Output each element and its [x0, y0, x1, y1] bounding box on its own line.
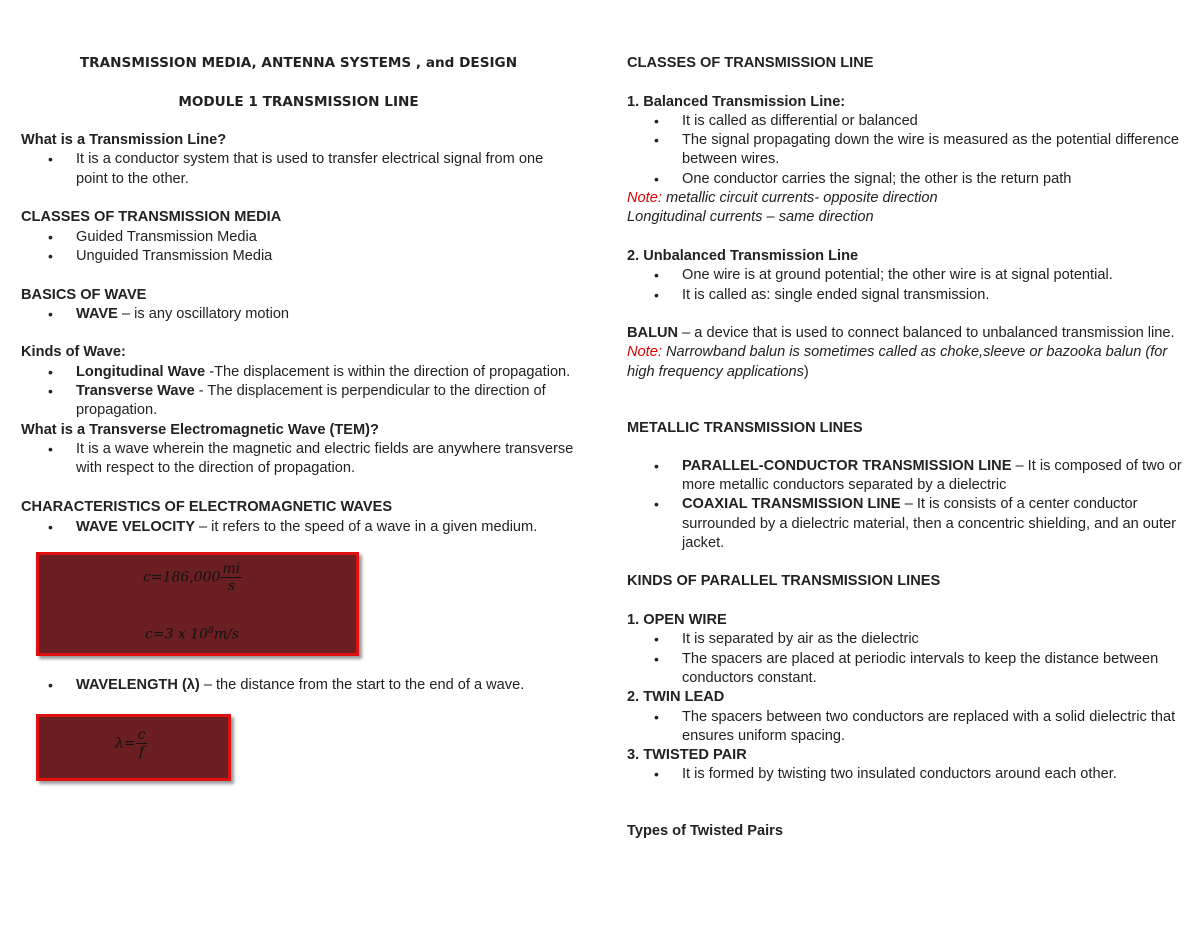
right-column [627, 54, 1187, 841]
section-heading: CHARACTERISTICS OF ELECTROMAGNETIC WAVES [21, 498, 393, 515]
section-heading: What is a Transverse Electromagnetic Wave (TEM)? [21, 421, 379, 438]
section-heading: Kinds of Wave: [21, 344, 126, 361]
bullet-list [627, 457, 1187, 553]
list-item [76, 675, 576, 696]
list-item: • One wire is at ground potential; the other wire is at signal potential. [682, 266, 1187, 285]
list-item [76, 517, 576, 538]
bullet-list [21, 675, 576, 696]
list-item: • It is separated by air as the dielectric [682, 630, 1187, 649]
bullet-list [627, 708, 1187, 747]
term: PARALLEL-CONDUCTOR TRANSMISSION LINE [682, 457, 1012, 474]
note: Note: Narrowband balun is sometimes called as choke,sleeve or bazooka balun (for high frequency applications) [627, 344, 1168, 380]
list-item: • It is called as differential or balanced [682, 112, 1187, 131]
formula-speed-meters: c=3 x $10^8m/s$ [145, 626, 240, 643]
term: WAVELENGTH (λ) [76, 677, 200, 694]
bullet-list [21, 363, 576, 421]
term: Transverse Wave [76, 383, 195, 400]
bullet-list [21, 305, 576, 324]
bullet-list [21, 440, 576, 479]
term: BALUN [627, 325, 679, 342]
definition: -The displacement is within the direction of propagation. [205, 363, 571, 380]
section-heading: CLASSES OF TRANSMISSION LINE [627, 55, 874, 71]
wavelength-formula-box [36, 714, 231, 781]
bullet-list [21, 228, 576, 267]
term: Longitudinal Wave [76, 363, 206, 380]
term: WAVE [76, 305, 118, 322]
subsection-heading: 1. Balanced Transmission Line: [627, 93, 846, 110]
definition: – the distance from the start to the end of a wave. [199, 677, 525, 694]
list-item [682, 457, 1187, 496]
definition: – It is composed of two or more metallic conductors separated by a dielectric [682, 457, 1182, 493]
balun-definition: BALUN – a device that is used to connect balanced to unbalanced transmission line. [627, 325, 1175, 342]
list-item: • It is a conductor system that is used to transfer electrical signal from one point to the other. [76, 150, 576, 189]
term: WAVE VELOCITY [76, 519, 195, 536]
bullet-list [627, 266, 1187, 305]
module-title: MODULE 1 TRANSMISSION LINE [178, 93, 419, 110]
term: COAXIAL TRANSMISSION LINE [682, 496, 901, 513]
list-item [682, 495, 1187, 553]
section-heading: KINDS OF PARALLEL TRANSMISSION LINES [627, 573, 941, 590]
note-continuation: Longitudinal currents – same direction [627, 209, 874, 226]
section-heading: BASICS OF WAVE [21, 286, 147, 303]
list-item: • It is a wave wherein the magnetic and electric fields are anywhere transverse with respect to the direction of propagation. [76, 440, 576, 479]
subsection-heading: 2. TWIN LEAD [627, 689, 725, 706]
left-column [21, 54, 576, 781]
list-item: • The spacers are placed at periodic intervals to keep the distance between conductors constant. [682, 650, 1187, 689]
bullet-list [627, 630, 1187, 688]
bullet-list [21, 517, 576, 538]
subsection-heading: 2. Unbalanced Transmission Line [627, 247, 859, 264]
section-heading: METALLIC TRANSMISSION LINES [627, 420, 863, 437]
formula-wavelength: λ= $\frac{c}{f}$ [115, 727, 146, 761]
definition: – is any oscillatory motion [117, 305, 290, 322]
definition: - The displacement is perpendicular to the direction of propagation. [76, 383, 546, 419]
subsection-heading: 1. OPEN WIRE [627, 612, 727, 629]
formula-speed-miles: c=186,000 $\frac{mi}{s}$ [143, 561, 241, 595]
definition: – It is consists of a center conductor surrounded by a dielectric material, then a concentric shielding, and an outer jacket. [682, 496, 1177, 551]
note: Note: metallic circuit currents- opposite direction [627, 190, 938, 207]
bullet-list [627, 765, 1187, 784]
definition: – it refers to the speed of a wave in a given medium. [194, 519, 538, 536]
list-item [76, 305, 576, 324]
list-item: • The signal propagating down the wire is measured as the potential difference between wires. [682, 131, 1187, 170]
subsection-heading: 3. TWISTED PAIR [627, 747, 747, 764]
bullet-list [627, 112, 1187, 189]
list-item: • One conductor carries the signal; the other is the return path [682, 170, 1187, 189]
list-item [76, 382, 576, 421]
section-heading: What is a Transmission Line? [21, 132, 227, 149]
list-item: • Unguided Transmission Media [76, 247, 576, 266]
list-item: • The spacers between two conductors are replaced with a solid dielectric that ensures uniform spacing. [682, 708, 1187, 747]
velocity-formula-box [36, 552, 359, 656]
section-heading: CLASSES OF TRANSMISSION MEDIA [21, 209, 282, 226]
list-item: • It is formed by twisting two insulated conductors around each other. [682, 765, 1187, 784]
bullet-list [21, 150, 576, 189]
list-item: • It is called as: single ended signal transmission. [682, 286, 1187, 305]
document-title: TRANSMISSION MEDIA, ANTENNA SYSTEMS , and DESIGN [79, 55, 518, 71]
section-heading: Types of Twisted Pairs [627, 822, 783, 839]
list-item: • Guided Transmission Media [76, 228, 576, 247]
list-item [76, 363, 576, 382]
